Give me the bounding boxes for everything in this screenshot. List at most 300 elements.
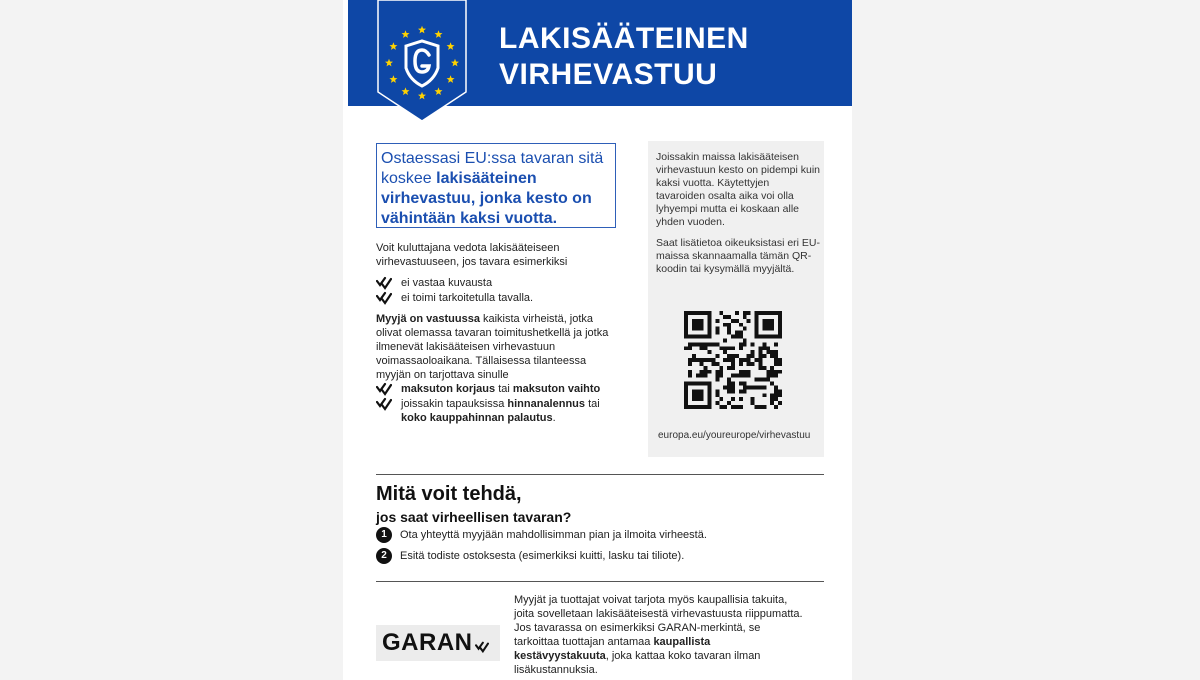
qr-module	[739, 335, 743, 339]
qr-module	[708, 401, 712, 405]
qr-module	[778, 331, 782, 335]
qr-module	[735, 311, 739, 315]
qr-module	[700, 405, 704, 409]
qr-module	[735, 405, 739, 409]
qr-module	[758, 378, 762, 382]
step-item	[376, 528, 707, 542]
qr-module	[762, 378, 766, 382]
qr-module	[708, 389, 712, 393]
qr-module	[704, 374, 708, 378]
qr-module	[751, 401, 755, 405]
qr-module	[692, 311, 696, 315]
qr-module	[770, 382, 774, 386]
qr-module	[770, 397, 774, 401]
qr-module	[700, 382, 704, 386]
step-number-badge: 2	[376, 548, 392, 564]
qr-module	[755, 327, 759, 331]
responsibility-text	[376, 312, 616, 382]
check-icon	[376, 397, 392, 411]
qr-module	[735, 354, 739, 358]
qr-module	[696, 405, 700, 409]
qr-module	[700, 319, 704, 323]
check-icon	[376, 291, 392, 305]
list-item-text: ei vastaa kuvausta	[401, 277, 493, 289]
qr-module	[766, 378, 770, 382]
qr-module	[696, 393, 700, 397]
qr-module	[708, 370, 712, 374]
qr-module	[727, 366, 731, 370]
qr-module	[747, 354, 751, 358]
qr-module	[731, 319, 735, 323]
leaflet-page	[343, 0, 852, 680]
qr-module	[778, 327, 782, 331]
sidebar-paragraph: Joissakin maissa lakisääteisen virhevastuun kesto on pidempi kuin kaksi vuotta. Käytettyjen tavaroiden osalta aika voi olla lyhyempi mutta ei koskaan alle yhden vuoden.	[656, 151, 821, 228]
remedy-bold: maksuton vaihto	[512, 383, 601, 395]
qr-module	[743, 385, 747, 389]
qr-module	[708, 397, 712, 401]
highlight-box	[376, 143, 616, 228]
qr-module	[692, 327, 696, 331]
qr-module	[692, 342, 696, 346]
section-heading-line2: jos saat virheellisen tavaran?	[376, 509, 572, 525]
qr-module	[731, 374, 735, 378]
qr-module	[774, 389, 778, 393]
qr-module	[684, 389, 688, 393]
qr-module	[762, 323, 766, 327]
qr-module	[723, 338, 727, 342]
highlight-bold-text: lakisääteinen virhevastuu, jonka kesto on vähintään kaksi vuotta.	[381, 170, 592, 227]
qr-module	[755, 405, 759, 409]
qr-module	[715, 389, 719, 393]
qr-module	[778, 319, 782, 323]
qr-module	[719, 405, 723, 409]
qr-module	[758, 335, 762, 339]
qr-module	[696, 397, 700, 401]
remedy-text: tai	[585, 398, 600, 410]
remedy-text: joissakin tapauksissa	[401, 398, 508, 410]
qr-module	[739, 358, 743, 362]
qr-module	[688, 374, 692, 378]
qr-module	[688, 335, 692, 339]
qr-module	[715, 393, 719, 397]
qr-module	[700, 389, 704, 393]
qr-module	[758, 358, 762, 362]
garan-logo-text: GARAN	[382, 629, 473, 656]
qr-module	[700, 397, 704, 401]
qr-module	[770, 366, 774, 370]
qr-module	[770, 374, 774, 378]
qr-module	[696, 319, 700, 323]
qr-module	[684, 335, 688, 339]
qr-module	[708, 382, 712, 386]
qr-module	[774, 358, 778, 362]
qr-module	[711, 358, 715, 362]
qr-module	[723, 350, 727, 354]
step-number-badge: 1	[376, 527, 392, 543]
garan-check-icon	[475, 641, 489, 653]
qr-module	[688, 405, 692, 409]
qr-module	[719, 370, 723, 374]
qr-module	[727, 323, 731, 327]
qr-module	[755, 335, 759, 339]
remedy-text: .	[552, 412, 556, 424]
qr-module	[758, 350, 762, 354]
qr-module	[739, 331, 743, 335]
qr-module	[731, 362, 735, 366]
qr-module	[739, 405, 743, 409]
qr-module	[770, 393, 774, 397]
qr-module	[762, 342, 766, 346]
responsibility-bold: Myyjä on vastuussa	[376, 313, 480, 325]
qr-module	[692, 382, 696, 386]
qr-module	[766, 319, 770, 323]
qr-module	[766, 350, 770, 354]
qr-module	[735, 331, 739, 335]
qr-module	[739, 362, 743, 366]
qr-module	[770, 335, 774, 339]
qr-module	[719, 366, 723, 370]
qr-module	[747, 362, 751, 366]
qr-module	[723, 346, 727, 350]
qr-module	[708, 323, 712, 327]
qr-module	[708, 315, 712, 319]
remedy-bold: maksuton korjaus	[401, 383, 496, 395]
qr-module	[711, 342, 715, 346]
qr-module	[774, 362, 778, 366]
qr-module	[723, 315, 727, 319]
qr-module	[751, 354, 755, 358]
qr-module	[755, 385, 759, 389]
qr-module	[774, 374, 778, 378]
qr-module	[688, 342, 692, 346]
qr-module	[774, 370, 778, 374]
qr-module	[770, 401, 774, 405]
qr-module	[731, 358, 735, 362]
qr-module	[735, 335, 739, 339]
qr-module	[711, 362, 715, 366]
qr-module	[755, 311, 759, 315]
footer-text	[514, 593, 804, 677]
qr-module	[739, 389, 743, 393]
intro-text: Voit kuluttajana vedota lakisääteiseen virhevastuuseen, jos tavara esimerkiksi	[376, 242, 568, 268]
qr-module	[743, 374, 747, 378]
qr-module	[719, 397, 723, 401]
qr-module	[727, 401, 731, 405]
qr-module	[762, 327, 766, 331]
footer-text-part: , joka kattaa koko tavaran ilman lisäkustannuksia.	[514, 650, 761, 676]
qr-module	[719, 311, 723, 315]
qr-module	[766, 323, 770, 327]
qr-module	[739, 346, 743, 350]
remedy-text: tai	[495, 383, 513, 395]
qr-module	[700, 335, 704, 339]
eu-shield-logo-icon	[376, 0, 468, 122]
qr-module	[715, 362, 719, 366]
qr-module	[758, 354, 762, 358]
qr-module	[688, 370, 692, 374]
qr-module	[774, 397, 778, 401]
qr-module	[751, 350, 755, 354]
qr-module	[700, 323, 704, 327]
section-heading	[376, 482, 571, 526]
qr-module	[700, 358, 704, 362]
qr-module	[774, 385, 778, 389]
qr-module	[774, 311, 778, 315]
qr-module	[731, 366, 735, 370]
qr-module	[774, 335, 778, 339]
qr-module	[708, 405, 712, 409]
qr-module	[751, 342, 755, 346]
qr-module	[715, 401, 719, 405]
qr-module	[743, 382, 747, 386]
qr-module	[688, 362, 692, 366]
qr-module	[704, 366, 708, 370]
garan-logo	[376, 625, 500, 661]
qr-module	[762, 311, 766, 315]
qr-module	[778, 358, 782, 362]
remedy-bold: hinnanalennus	[507, 398, 586, 410]
qr-module	[723, 385, 727, 389]
sidebar-paragraph: Saat lisätietoa oikeuksistasi eri EU-maissa skannaamalla tämän QR-koodin tai kysymällä myyjältä.	[656, 237, 820, 275]
qr-module	[758, 346, 762, 350]
qr-module	[770, 323, 774, 327]
qr-module	[684, 385, 688, 389]
qr-module	[774, 405, 778, 409]
qr-module	[684, 327, 688, 331]
qr-module	[684, 311, 688, 315]
qr-module	[731, 346, 735, 350]
qr-module	[696, 374, 700, 378]
check-icon	[376, 382, 392, 396]
qr-module	[747, 319, 751, 323]
qr-module	[715, 354, 719, 358]
qr-module	[696, 389, 700, 393]
list-item	[376, 276, 626, 290]
qr-module	[704, 335, 708, 339]
qr-module	[739, 342, 743, 346]
qr-module	[731, 405, 735, 409]
qr-module	[727, 389, 731, 393]
qr-module	[696, 311, 700, 315]
qr-module	[692, 319, 696, 323]
qr-module	[747, 311, 751, 315]
qr-module	[700, 362, 704, 366]
qr-module	[758, 311, 762, 315]
qr-module	[778, 315, 782, 319]
qr-module	[743, 338, 747, 342]
qr-module	[692, 354, 696, 358]
qr-module	[700, 327, 704, 331]
qr-module	[778, 311, 782, 315]
qr-module	[700, 342, 704, 346]
qr-module	[774, 393, 778, 397]
qr-module	[755, 378, 759, 382]
qr-module	[684, 401, 688, 405]
footer-text-part: Myyjät ja tuottajat voivat tarjota myös kaupallisia takuita, joita sovelletaan lakisääteisestä virhevastuusta riippumatta. Jos tavarassa on esimerkiksi GARAN-merkintä, se tarkoittaa tuottajan antamaa	[514, 594, 803, 648]
qr-module	[719, 374, 723, 378]
qr-module	[727, 358, 731, 362]
qr-module	[770, 311, 774, 315]
remedies-list	[376, 382, 626, 426]
steps-list	[376, 528, 707, 570]
qr-module	[751, 362, 755, 366]
qr-module	[704, 405, 708, 409]
europa-link[interactable]: europa.eu/youreurope/virhevastuu	[658, 430, 811, 441]
qr-module	[692, 397, 696, 401]
qr-module	[692, 393, 696, 397]
qr-module	[704, 370, 708, 374]
qr-module	[684, 323, 688, 327]
qr-module	[747, 358, 751, 362]
qr-module	[704, 346, 708, 350]
qr-module	[762, 393, 766, 397]
banner-title-line1: LAKISÄÄTEINEN	[499, 22, 749, 55]
qr-module	[708, 385, 712, 389]
qr-module	[739, 374, 743, 378]
qr-module	[739, 323, 743, 327]
qr-module	[762, 335, 766, 339]
qr-module	[708, 350, 712, 354]
qr-module	[758, 366, 762, 370]
qr-module	[766, 374, 770, 378]
qr-module	[762, 346, 766, 350]
qr-module	[684, 315, 688, 319]
qr-module	[708, 331, 712, 335]
qr-module	[727, 331, 731, 335]
qr-module	[688, 346, 692, 350]
qr-module	[715, 370, 719, 374]
qr-module	[723, 323, 727, 327]
qr-module	[708, 342, 712, 346]
qr-module	[747, 374, 751, 378]
qr-module	[731, 385, 735, 389]
defect-examples-list	[376, 276, 626, 306]
qr-module	[762, 354, 766, 358]
qr-module	[727, 378, 731, 382]
qr-module	[696, 358, 700, 362]
check-icon	[376, 276, 392, 290]
qr-module	[700, 370, 704, 374]
qr-module	[684, 382, 688, 386]
qr-module	[743, 358, 747, 362]
qr-module	[762, 366, 766, 370]
qr-module	[684, 397, 688, 401]
list-item-text: ei toimi tarkoitetulla tavalla.	[401, 292, 534, 304]
qr-module	[700, 311, 704, 315]
qr-module	[715, 319, 719, 323]
qr-module	[684, 393, 688, 397]
qr-module	[723, 405, 727, 409]
section-heading-line1: Mitä voit tehdä,	[376, 483, 522, 505]
step-item	[376, 549, 707, 563]
qr-module	[727, 382, 731, 386]
banner-title	[499, 21, 749, 93]
qr-module	[778, 389, 782, 393]
qr-module	[774, 350, 778, 354]
qr-module	[770, 319, 774, 323]
qr-module	[692, 405, 696, 409]
qr-module	[731, 389, 735, 393]
qr-module	[747, 370, 751, 374]
list-item	[376, 291, 626, 305]
qr-module	[739, 370, 743, 374]
qr-module	[739, 397, 743, 401]
qr-module	[704, 382, 708, 386]
qr-module	[778, 370, 782, 374]
qr-module	[688, 358, 692, 362]
qr-module	[778, 323, 782, 327]
qr-module	[766, 327, 770, 331]
qr-module	[735, 374, 739, 378]
qr-module	[708, 335, 712, 339]
qr-module	[715, 374, 719, 378]
qr-module	[708, 327, 712, 331]
qr-module	[770, 370, 774, 374]
qr-module	[774, 342, 778, 346]
qr-module	[735, 319, 739, 323]
qr-module	[704, 342, 708, 346]
qr-module	[770, 350, 774, 354]
qr-module	[762, 405, 766, 409]
qr-module	[684, 331, 688, 335]
highlight-text: Ostaessasi EU:ssa tavaran sitä koskee	[381, 150, 604, 187]
qr-module	[739, 382, 743, 386]
qr-module	[708, 311, 712, 315]
step-text: Esitä todiste ostoksesta (esimerkiksi kuitti, lasku tai tiliote).	[400, 550, 685, 562]
qr-module	[747, 385, 751, 389]
qr-module	[715, 378, 719, 382]
qr-module	[755, 319, 759, 323]
qr-module	[727, 315, 731, 319]
qr-module	[700, 393, 704, 397]
qr-module	[727, 385, 731, 389]
qr-module	[758, 385, 762, 389]
qr-module	[704, 358, 708, 362]
qr-module	[766, 370, 770, 374]
banner-title-line2: VIRHEVASTUU	[499, 58, 718, 91]
qr-module	[766, 311, 770, 315]
qr-module	[766, 346, 770, 350]
qr-module	[743, 315, 747, 319]
qr-module	[715, 327, 719, 331]
qr-module	[731, 354, 735, 358]
qr-module	[708, 358, 712, 362]
qr-module	[696, 323, 700, 327]
qr-module	[758, 405, 762, 409]
responsibility-rest: kaikista virheistä, jotka olivat olemassa tavaran toimitushetkellä ja jotka ilmenevät lakisääteisen virhevastuun voimassaoloaikana. Tällaisessa tilanteessa myyjän on tarjottava sinulle	[376, 313, 609, 381]
qr-module	[778, 362, 782, 366]
qr-module	[731, 382, 735, 386]
qr-module	[688, 311, 692, 315]
qr-module	[700, 374, 704, 378]
qr-module	[755, 331, 759, 335]
qr-module	[708, 319, 712, 323]
qr-module	[727, 346, 731, 350]
qr-module	[778, 335, 782, 339]
divider	[376, 581, 824, 582]
qr-module	[692, 358, 696, 362]
qr-module	[700, 346, 704, 350]
qr-code-icon[interactable]	[684, 311, 782, 409]
qr-module	[762, 319, 766, 323]
qr-module	[696, 335, 700, 339]
qr-module	[708, 393, 712, 397]
qr-module	[684, 319, 688, 323]
qr-module	[692, 323, 696, 327]
qr-module	[774, 354, 778, 358]
qr-module	[688, 382, 692, 386]
qr-module	[731, 335, 735, 339]
